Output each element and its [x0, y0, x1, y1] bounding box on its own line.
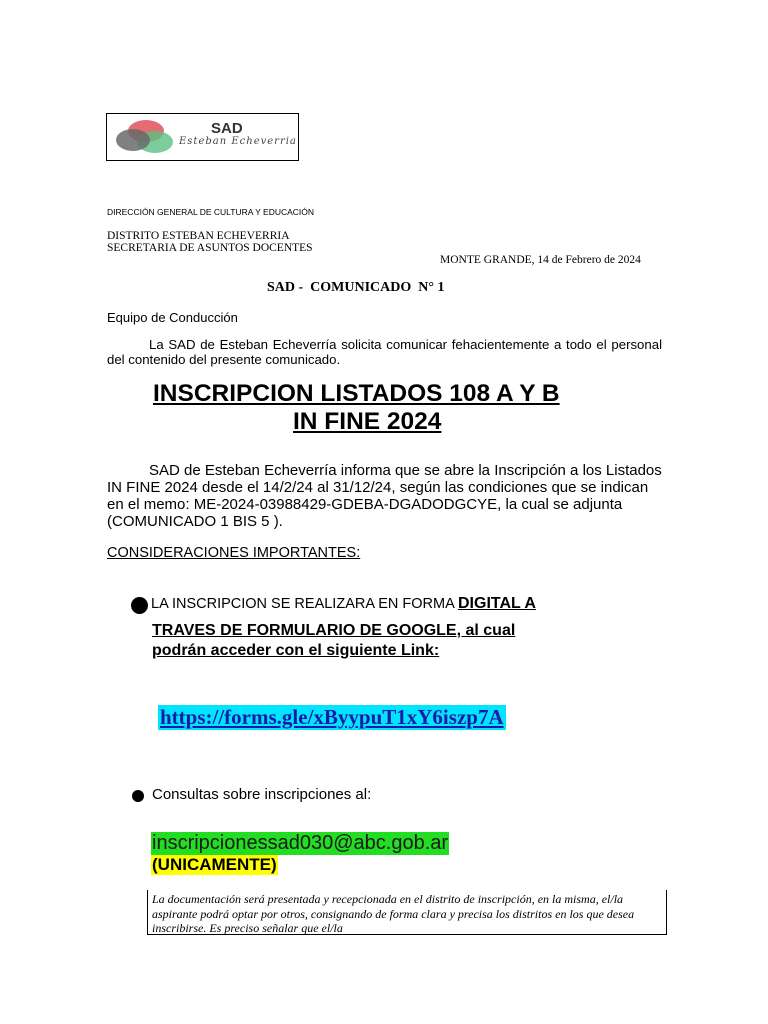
item1-line3: podrán acceder con el siguiente Link: — [152, 642, 440, 659]
info-paragraph — [107, 462, 662, 530]
bullet-icon — [132, 790, 144, 802]
info-text: SAD de Esteban Echeverría informa que se abre la Inscripción a los Listados IN FINE 2024 desde el 14/2/24 al 31/12/24, según las condiciones que se indican en el memo: ME-2024-03988429-GDEBA-DGADODGCYE, la cual se adjunta (COMUNICADO 1 BIS 5 ). — [107, 462, 662, 530]
bullet-icon — [131, 597, 148, 614]
district-line: DISTRITO ESTEBAN ECHEVERRIA — [107, 230, 290, 242]
google-form-link[interactable]: https://forms.gle/xByypuT1xY6iszp7A — [160, 705, 504, 729]
logo-circles-icon — [113, 118, 173, 156]
documentation-note: La documentación será presentada y recepcionada en el distrito de inscripción, en la misma, el/la aspirante podrá optar por otros, consignando de forma clara y precisa los distritos en los que desea inscribirse. Es preciso señalar que el/la — [147, 890, 667, 935]
intro-text: La SAD de Esteban Echeverría solicita comunicar fehacientemente a todo el personal del contenido del presente comunicado. — [107, 337, 662, 367]
headline-line2: IN FINE 2024 — [293, 408, 442, 435]
headline — [107, 380, 707, 436]
logo-subtitle: Esteban Echeverria — [179, 136, 297, 147]
document-date: MONTE GRANDE, 14 de Febrero de 2024 — [440, 254, 641, 266]
comunicado-title: SAD - COMUNICADO N° 1 — [267, 280, 445, 295]
logo-title: SAD — [211, 120, 243, 137]
dgce-header: DIRECCIÓN GENERAL DE CULTURA Y EDUCACIÓN — [107, 207, 315, 217]
recipient: Equipo de Conducción — [107, 310, 238, 325]
item1-prefix: LA INSCRIPCION SE REALIZARA EN FORMA — [151, 596, 458, 612]
intro-paragraph — [107, 338, 662, 367]
logo — [106, 113, 299, 161]
item1-line1 — [151, 595, 536, 613]
item1-continuation — [152, 621, 515, 661]
contact-email-link[interactable]: inscripcionessad030@abc.gob.ar — [152, 832, 449, 854]
considerations-heading: CONSIDERACIONES IMPORTANTES: — [107, 545, 361, 561]
headline-line1: INSCRIPCION LISTADOS 108 A Y B — [153, 380, 560, 407]
consultas-text: Consultas sobre inscripciones al: — [152, 786, 372, 803]
district-block — [107, 230, 313, 254]
item1-line2: TRAVES DE FORMULARIO DE GOOGLE, al cual — [152, 622, 516, 639]
secretaria-line: SECRETARIA DE ASUNTOS DOCENTES — [107, 242, 313, 254]
item1-emphasis: DIGITAL A — [458, 595, 536, 612]
email-note: (UNICAMENTE) — [152, 855, 277, 874]
